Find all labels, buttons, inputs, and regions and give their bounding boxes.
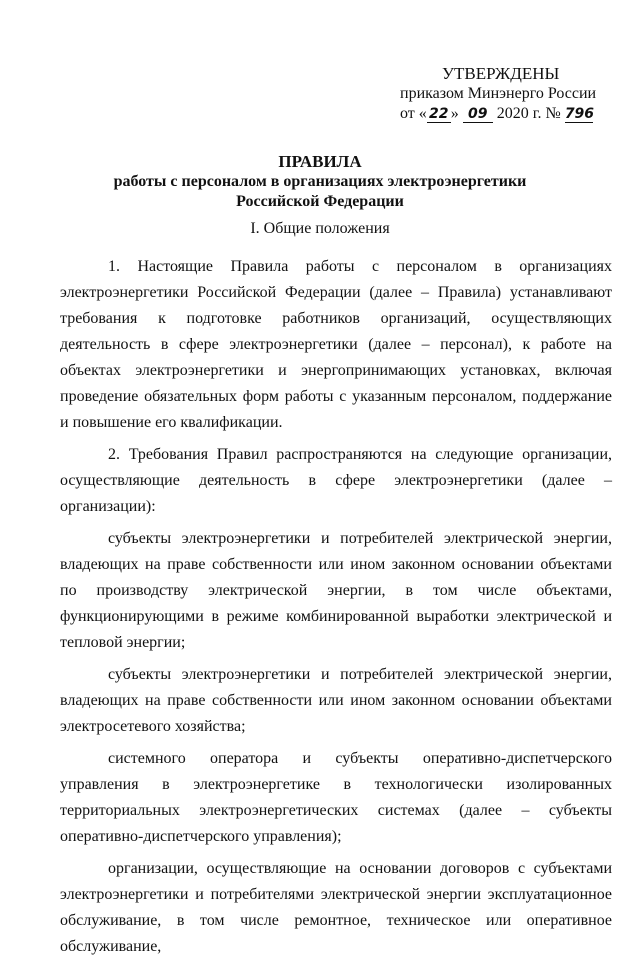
paragraph-5: системного оператора и субъекты оперативно-диспетчерского управления в электроэнергетике в технологически изолированных территориальных электроэнергетических системах (далее – субъекты оперативно-диспетчерского управления); — [60, 750, 612, 845]
approval-block — [400, 64, 620, 124]
handwritten-day: 22 — [427, 106, 451, 123]
paragraph-2: 2. Требования Правил распространяются на следующие организации, осуществляющие деятельность в сфере электроэнергетики (далее – организации): — [60, 446, 612, 515]
handwritten-number: 796 — [564, 106, 595, 122]
title-line-2: Российской Федерации — [236, 193, 404, 210]
date-year: 2020 г. № — [496, 105, 561, 122]
date-mid: » — [450, 105, 459, 122]
paragraph-6: организации, осуществляющие на основании договоров с субъектами электроэнергетики и потребителями электрической энергии эксплуатационное обслуживание, в том числе ремонтное, техническое или оперативное обслуживание, — [60, 860, 612, 955]
paragraph-4: субъекты электроэнергетики и потребителей электрической энергии, владеющих на праве собственности или ином законном основании объектами электросетевого хозяйства; — [60, 666, 612, 735]
paragraph-1: 1. Настоящие Правила работы с персоналом в организациях электроэнергетики Российской Федерации (далее – Правила) устанавливают требования к подготовке работников организаций, осуществляющих деятельность в сфере электроэнергетики (далее – персонал), к работе на объектах электроэнергетики и энергопринимающих установках, включая проведение обязательных форм работы с указанным персоналом, поддержание и повышение его квалификации. — [60, 258, 612, 431]
approval-heading: УТВЕРЖДЕНЫ — [442, 64, 560, 83]
document-title — [60, 152, 580, 212]
title-main: ПРАВИЛА — [278, 152, 362, 171]
paragraph-3: субъекты электроэнергетики и потребителей электрической энергии, владеющих на праве собственности или ином законном основании объектами по производству электрической энергии, в том числе объектами, функционирующими в режиме комбинированной выработки электрической и тепловой энергии; — [60, 530, 612, 651]
section-heading: I. Общие положения — [250, 220, 390, 237]
title-line-1: работы с персоналом в организациях электроэнергетики — [113, 173, 527, 190]
order-line: приказом Минэнерго России — [400, 85, 597, 102]
order-date-line — [400, 104, 620, 124]
document-body — [60, 254, 612, 966]
date-prefix: от « — [400, 105, 427, 122]
handwritten-month: 09 — [463, 106, 493, 123]
